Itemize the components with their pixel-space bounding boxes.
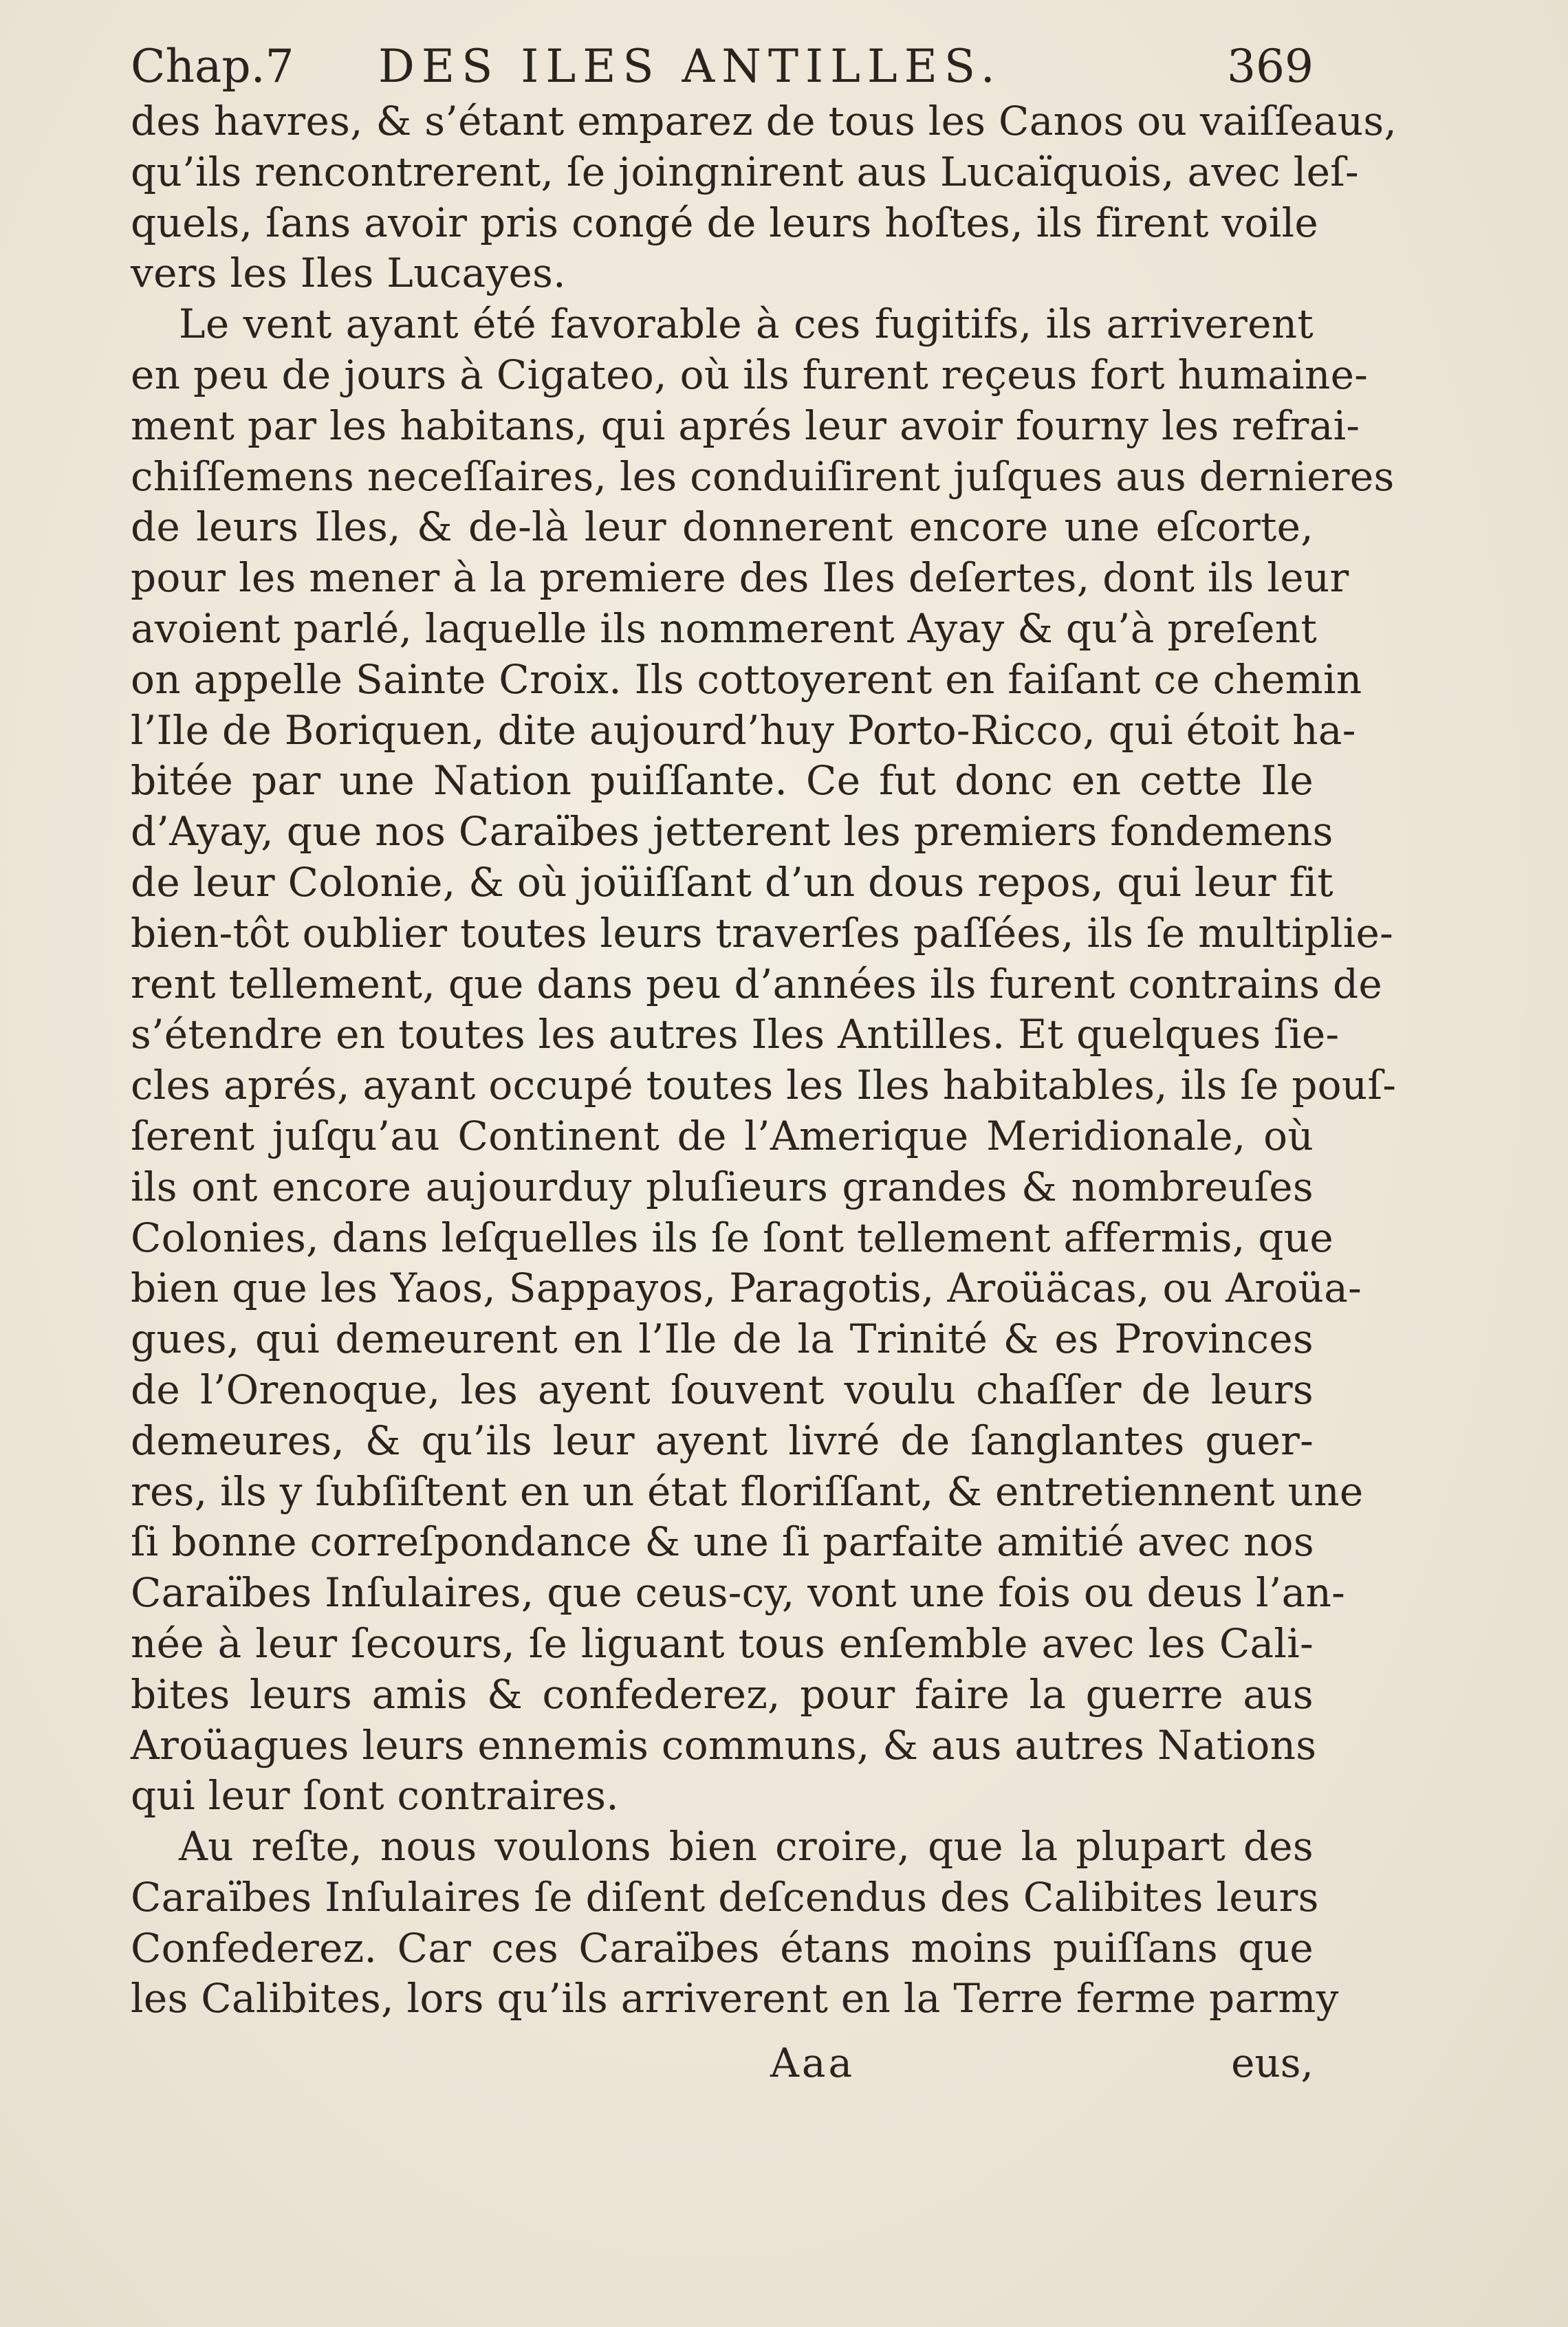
- body-text: [131, 96, 1397, 2024]
- text-line: de l’Orenoque, les ayent ſouvent voulu chaſſer de leurs: [131, 1366, 1314, 1413]
- text-line: l’Ile de Boriquen, dite aujourd’huy Porto-Ricco, qui étoit ha-: [131, 706, 1356, 754]
- signature-mark: Aaa: [770, 2040, 856, 2086]
- text-line: de leurs Iles, & de-là leur donnerent encore une eſcorte,: [131, 503, 1314, 551]
- text-line: cles aprés, ayant occupé toutes les Iles habitables, ils ſe pouſ-: [131, 1062, 1397, 1109]
- text-line: qu’ils rencontrerent, ſe joingnirent aus Lucaïquois, avec leſ-: [131, 148, 1359, 195]
- text-line: demeures, & qu’ils leur ayent livré de ſanglantes guer-: [131, 1417, 1314, 1464]
- text-line: Aroüagues leurs ennemis communs, & aus autres Nations: [131, 1721, 1317, 1769]
- catchword: eus,: [1231, 2040, 1314, 2086]
- text-line: Caraïbes Inſulaires, que ceus-cy, vont une fois ou deus l’an-: [131, 1569, 1346, 1617]
- text-line: des havres, & s’étant emparez de tous les Canos ou vaiſſeaus,: [131, 98, 1397, 144]
- text-line: Colonies, dans leſquelles ils ſe ſont tellement affermis, que: [131, 1214, 1334, 1261]
- text-line: res, ils y ſubſiſtent en un état floriſſant, & entretiennent une: [131, 1467, 1364, 1515]
- text-line: née à leur ſecours, ſe liguant tous enſemble avec les Cali-: [131, 1619, 1314, 1667]
- text-line: chiſſemens neceſſaires, les conduiſirent juſques aus dernieres: [131, 452, 1395, 500]
- running-title: DES ILES ANTILLES.: [378, 40, 1002, 93]
- chapter-label: Chap.7: [131, 40, 294, 93]
- page-footer: [131, 2035, 1314, 2090]
- text-line: Au reſte, nous voulons bien croire, que la plupart des: [179, 1823, 1314, 1870]
- text-line: Le vent ayant été favorable à ces fugitifs, ils arriverent: [179, 301, 1314, 348]
- text-line: bitée par une Nation puiſſante. Ce fut donc en cette Ile: [131, 757, 1314, 805]
- text-line: vers les Iles Lucayes.: [131, 250, 566, 297]
- text-line: avoient parlé, laquelle ils nommerent Ayay & qu’à preſent: [131, 604, 1318, 652]
- text-line: gues, qui demeurent en l’Ile de la Trinité & es Provinces: [131, 1315, 1314, 1363]
- text-line: en peu de jours à Cigateo, où ils furent reçeus fort humaine-: [131, 351, 1369, 398]
- text-line: quels, ſans avoir pris congé de leurs hoſtes, ils firent voile: [131, 199, 1319, 246]
- page-number: 369: [1227, 40, 1314, 93]
- text-line: bien que les Yaos, Sappayos, Paragotis, Aroüäcas, ou Aroüa-: [131, 1265, 1362, 1312]
- text-line: les Calibites, lors qu’ils arriverent en la Terre ferme parmy: [131, 1975, 1339, 2022]
- text-line: qui leur ſont contraires.: [131, 1772, 620, 1820]
- text-line: bien-tôt oublier toutes leurs traverſes paſſées, ils ſe multiplie-: [131, 909, 1394, 957]
- text-line: ſerent juſqu’au Continent de l’Amerique Meridionale, où: [131, 1112, 1314, 1159]
- text-line: on appelle Sainte Croix. Ils cottoyerent en faiſant ce chemin: [131, 655, 1362, 703]
- text-line: d’Ayay, que nos Caraïbes jetterent les premiers fondemens: [131, 808, 1333, 855]
- text-line: de leur Colonie, & où joüiſſant d’un dous repos, qui leur fit: [131, 858, 1333, 906]
- text-line: rent tellement, que dans peu d’années ils furent contrains de: [131, 960, 1383, 1007]
- text-line: bites leurs amis & confederez, pour faire la guerre aus: [131, 1670, 1314, 1718]
- text-line: Confederez. Car ces Caraïbes étans moins puiſſans que: [131, 1924, 1314, 1971]
- text-line: s’étendre en toutes les autres Iles Antilles. Et quelques ſie-: [131, 1011, 1340, 1058]
- text-line: ils ont encore aujourduy pluſieurs grandes & nombreuſes: [131, 1163, 1314, 1210]
- running-header: [131, 36, 1314, 98]
- text-line: pour les mener à la premiere des Iles deſertes, dont ils leur: [131, 554, 1349, 602]
- text-line: ſi bonne correſpondance & une ſi parfaite amitié avec nos: [131, 1518, 1314, 1566]
- text-line: ment par les habitans, qui aprés leur avoir fourny les refrai-: [131, 402, 1360, 449]
- text-line: Caraïbes Inſulaires ſe diſent deſcendus des Calibites leurs: [131, 1873, 1319, 1921]
